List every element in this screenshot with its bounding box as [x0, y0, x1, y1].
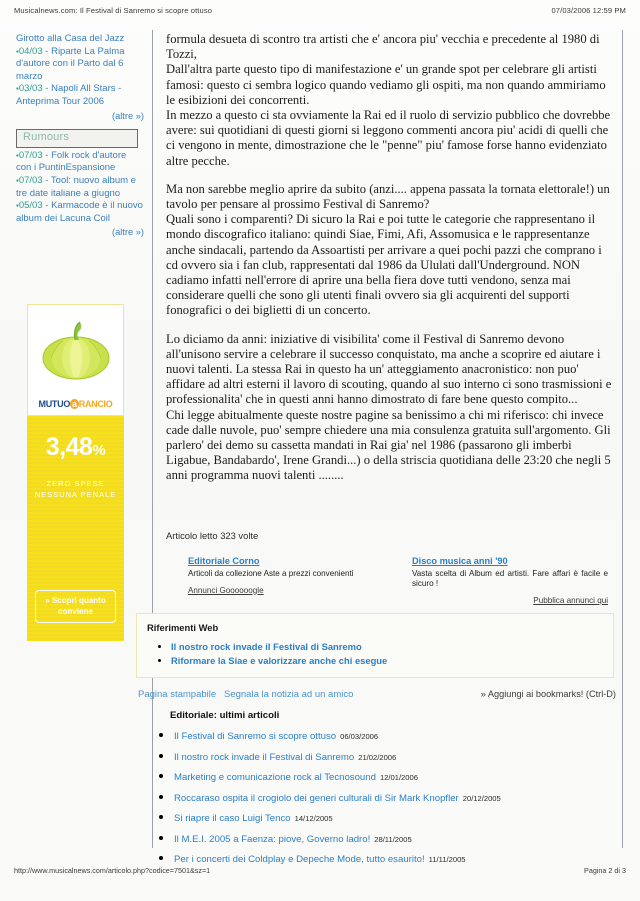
- ad-banner-mutuo-arancio[interactable]: [27, 304, 124, 641]
- google-ads-block: [188, 556, 608, 606]
- ad-logo-part1: MUTUO: [38, 399, 71, 409]
- ad-logo-part3: RANCIO: [78, 399, 113, 409]
- article-paragraph: In mezzo a questo ci sta ovviamente la Rai ed il ruolo di servizio pubblico che dovrebbe avere: sui quotidiani di questi giorni si leggono commenti ancora piu' acidi di quelli che ci vengono in mente, dimostrazione che le "penne" piu' famose forse hanno evidenziato altre pecche.: [166, 108, 611, 168]
- bullet-icon: ▪: [16, 150, 19, 160]
- latest-article-link[interactable]: Il nostro rock invade il Festival di Sanremo: [174, 751, 355, 763]
- sidebar-item-sep: -: [42, 45, 52, 57]
- sidebar-more-link-rumours[interactable]: (altre »): [111, 227, 144, 238]
- ad-rate-value: 3,48: [45, 433, 93, 461]
- list-item[interactable]: [174, 808, 622, 829]
- article-paragraph: Lo diciamo da anni: iniziative di visibilita' come il Festival di Sanremo devono all'unisono servire a celebrare il successo conquistato, ma anche a scoprire ed aiutare i nuovi talenti. La stessa Rai in questo ha un' atteggiamento anacronistico: non puo' affidare ad altri esterni il lavoro di scouting, quando al suo interno ci sono trasmissioni e professionalita' che in questi anni hanno dimostrato di fare bene questo compito...: [166, 331, 612, 407]
- column-divider-left: [152, 30, 153, 645]
- article-read-count: Articolo letto 323 volte: [166, 530, 259, 541]
- ad-rate-symbol: %: [92, 442, 106, 459]
- latest-article-link[interactable]: Il Festival di Sanremo si scopre ottuso: [174, 731, 337, 742]
- tell-a-friend-link[interactable]: Segnala la notizia ad un amico: [224, 689, 354, 700]
- sidebar-section-rumours: [16, 129, 138, 148]
- latest-article-date: 12/01/2006: [379, 773, 418, 782]
- bullet-icon: ▪: [16, 175, 19, 185]
- google-ad-footer-link[interactable]: Pubblica annunci qui: [533, 595, 608, 605]
- ad-subtext-line2: NESSUNA PENALE: [34, 490, 117, 499]
- article-paragraph: formula desueta di scontro tra artisti che e' ancora piu' vecchia e precedente al 1980 di Tozzi,: [166, 32, 600, 62]
- riferimenti-web-title: Riferimenti Web: [147, 622, 219, 633]
- ad-rate: [27, 416, 124, 464]
- pumpkin-icon: [28, 313, 123, 385]
- google-ad-description: Vasta scelta di Album ed artisti. Fare affari è facile e sicuro !: [412, 568, 608, 588]
- sidebar-item-date: 07/03: [18, 174, 43, 186]
- google-ad-description: Articoli da collezione Aste a prezzi convenienti: [188, 568, 354, 578]
- sidebar-item-label[interactable]: Tool: nuovo album e tre date italiane a giugno: [16, 174, 136, 199]
- latest-article-date: 14/12/2005: [294, 814, 333, 823]
- sidebar-item-rumour[interactable]: [16, 175, 144, 200]
- sidebar-headline-link[interactable]: [16, 33, 144, 46]
- google-ad-title[interactable]: Disco musica anni '90: [412, 556, 508, 566]
- sidebar: [16, 33, 144, 239]
- print-footer: [14, 866, 626, 875]
- sidebar-item-sep: -: [42, 149, 52, 161]
- google-ad[interactable]: [188, 556, 384, 606]
- riferimenti-web-box: [136, 613, 614, 678]
- latest-articles-title: Editoriale: ultimi articoli: [170, 710, 280, 721]
- sidebar-more-link[interactable]: (altre »): [111, 110, 144, 121]
- riferimenti-link[interactable]: Riformare la Siae e valorizzare anche chi esegue: [171, 655, 388, 666]
- list-item[interactable]: [174, 829, 622, 850]
- list-item[interactable]: [174, 747, 622, 768]
- print-header: [14, 6, 626, 22]
- article-paragraph: Chi legge abitualmente queste nostre pagine sa benissimo a chi mi riferisco: chi invece cade dalle nuvole, puo' sempre chiedere una mia consulenza gratuita sull'argomento. Gli parlero' dei demo su cassetta mandati in Rai gia' nel 1986 (passarono gli imberbi Ligabue, Bandabardo', Irene Grandi...) o della striscia quotidiana delle 23:20 che negli 5 anni programma nuovi talenti ........: [166, 407, 611, 483]
- latest-article-date: 28/11/2005: [374, 834, 412, 844]
- latest-article-link[interactable]: Roccaraso ospita il crogiolo dei generi culturali di Sir Mark Knopfler: [174, 792, 459, 804]
- sidebar-item-date: 05/03: [18, 200, 43, 212]
- latest-article-link[interactable]: Marketing e comunicazione rock al Tecnosound: [174, 772, 376, 783]
- list-item[interactable]: [171, 654, 603, 668]
- sidebar-section-title: Rumours: [23, 131, 70, 144]
- sidebar-item-label[interactable]: Napoli All Stars - Anteprima Tour 2006: [16, 83, 122, 107]
- article-paragraph: Dall'altra parte questo tipo di manifestazione e' un grande spot per celebrare gli artisti famosi: questo ci sembra logico quando vediamo gli ospiti, ma non quando ammiriamo le esibizioni dei concorrenti.: [166, 62, 606, 107]
- ad-subtext-line1: ZERO SPESE: [46, 479, 105, 488]
- bullet-icon: ▪: [16, 46, 19, 56]
- riferimenti-web-list: [147, 640, 603, 668]
- sidebar-item-label[interactable]: Riparte La Palma d'autore con il Parto dal 6 marzo: [16, 45, 125, 82]
- sidebar-item-news[interactable]: [16, 83, 144, 108]
- ad-logo: [28, 399, 123, 409]
- sidebar-item-sep: -: [42, 174, 51, 186]
- latest-articles-list: [152, 726, 622, 870]
- sidebar-item-date: 03/03: [18, 83, 43, 95]
- list-item[interactable]: [174, 767, 622, 788]
- list-item[interactable]: [171, 640, 603, 654]
- sidebar-headline-label[interactable]: Girotto alla Casa del Jazz: [16, 33, 125, 44]
- add-bookmark-link[interactable]: » Aggiungi ai bookmarks! (Ctrl-D): [480, 689, 616, 699]
- bullet-icon: ▪: [16, 84, 19, 94]
- latest-article-date: 11/11/2005: [428, 855, 466, 864]
- ad-subtext: [27, 478, 124, 500]
- sidebar-item-sep: -: [42, 83, 52, 95]
- latest-article-link[interactable]: Si riapre il caso Luigi Tenco: [174, 813, 291, 824]
- riferimenti-link[interactable]: Il nostro rock invade il Festival di Sanremo: [171, 641, 362, 652]
- sidebar-item-label[interactable]: Karmacode è il nuovo album dei Lacuna Coil: [16, 200, 143, 224]
- ad-cta-button[interactable]: » Scopri quanto conviene: [35, 590, 116, 623]
- google-ad-footer-link[interactable]: Annunci Goooooogle: [188, 585, 264, 595]
- article-paragraph: Quali sono i comparenti? Di sicuro la Rai e poi tutte le categorie che rappresentano il mondo discografico italiano: quindi Siae, Fimi, Afi, Assomusica e le rappresentanze anche sindacali, partendo da Assoartisti per arrivare a quei pochi pazzi che comprano i cd ovvero sia i fan club, rappresentati dal 1986 da Ululati dall'Underground. NON cadiamo infatti nell'errore di aprire una bella fiera dove tutti vendono, senza mai considerare quelli che sono gli utenti finali ovvero sia gli acquirenti del supporti fonografici o dei biglietti di un concerto.: [166, 212, 602, 318]
- ad-banner-top: [27, 304, 124, 416]
- google-ad-title[interactable]: Editoriale Corno: [188, 556, 260, 566]
- print-header-date: 07/03/2006 12:59 PM: [551, 6, 626, 15]
- sidebar-item-date: 07/03: [18, 149, 43, 161]
- latest-article-date: 06/03/2006: [340, 732, 379, 741]
- article-paragraph: Ma non sarebbe meglio aprire da subito (anzi.... appena passata la tornata elettorale!) un tavolo per pensare al prossimo Festival di Sanremo?: [166, 181, 610, 212]
- sidebar-item-label[interactable]: Folk rock d'autore con i PuntinEspansione: [16, 149, 127, 174]
- list-item[interactable]: [174, 788, 622, 809]
- column-divider-right: [622, 30, 623, 848]
- list-item[interactable]: [174, 726, 622, 747]
- sidebar-item-sep: -: [42, 200, 52, 212]
- bullet-icon: ▪: [16, 201, 19, 211]
- latest-article-date: 20/12/2005: [462, 793, 501, 803]
- google-ad[interactable]: [412, 556, 608, 606]
- latest-article-link[interactable]: Per i concerti dei Coldplay e Depeche Mode, tutto esaurito!: [174, 854, 425, 865]
- print-page-link[interactable]: Pagina stampabile: [138, 689, 217, 700]
- ad-logo-part2: a: [72, 399, 77, 409]
- print-header-title: Musicalnews.com: Il Festival di Sanremo si scopre ottuso: [14, 6, 213, 15]
- sidebar-item-date: 04/03: [18, 45, 43, 57]
- sidebar-item-rumour[interactable]: [16, 150, 144, 175]
- print-footer-page: Pagina 2 di 3: [584, 866, 626, 875]
- ad-banner-body[interactable]: [27, 416, 124, 641]
- sidebar-item-news[interactable]: [16, 46, 144, 84]
- sidebar-item-rumour[interactable]: [16, 200, 144, 225]
- latest-articles-block: [152, 710, 622, 870]
- print-footer-url: http://www.musicalnews.com/articolo.php?codice=7501&sz=1: [14, 866, 211, 875]
- latest-article-date: 21/02/2006: [358, 752, 397, 762]
- latest-article-link[interactable]: Il M.E.I. 2005 a Faenza: piove, Governo ladro!: [174, 833, 371, 845]
- article-body: [166, 32, 614, 484]
